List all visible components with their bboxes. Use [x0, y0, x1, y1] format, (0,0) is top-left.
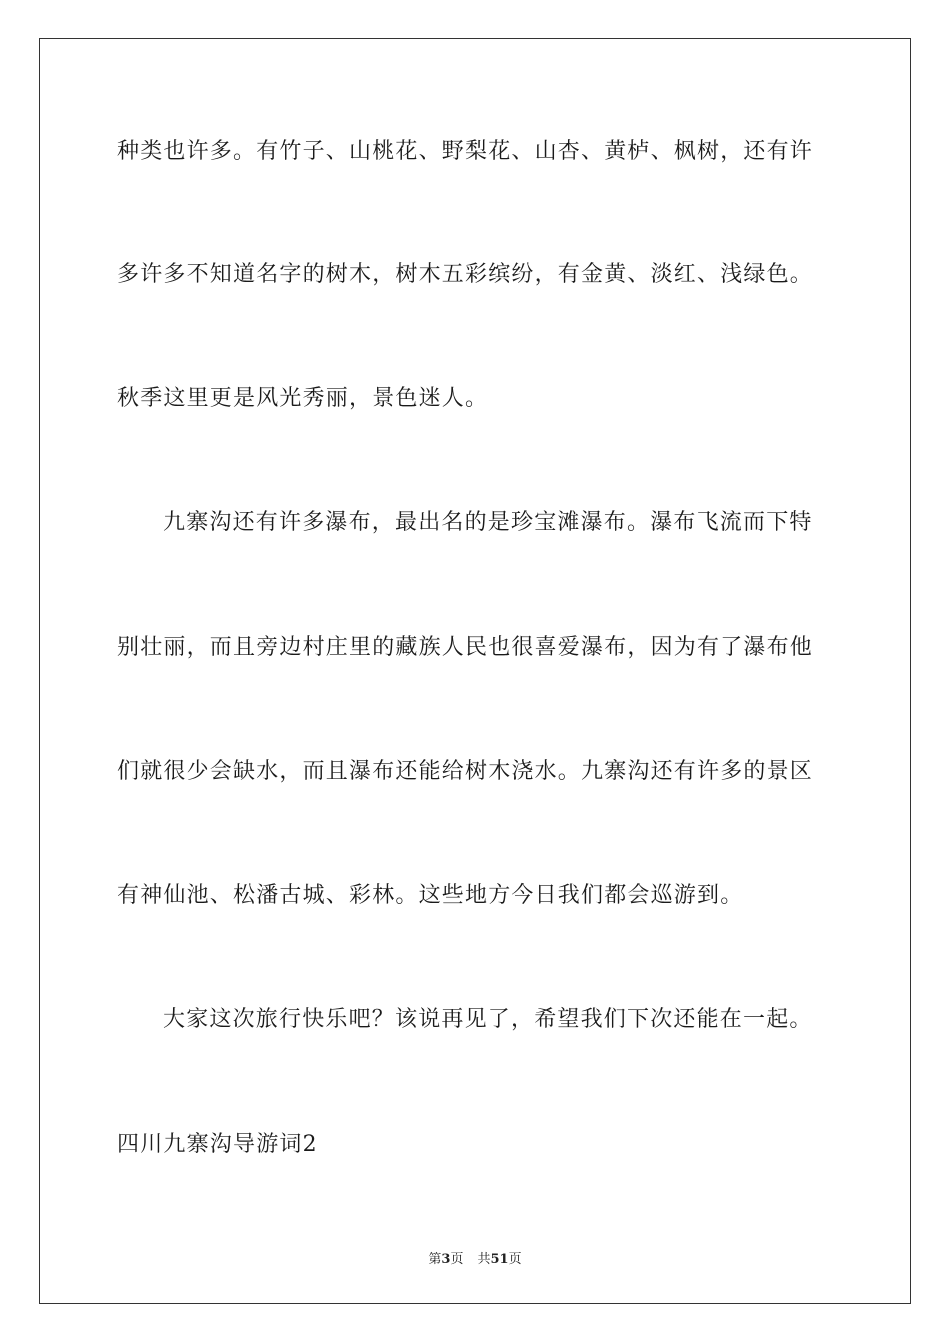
paragraph-line: 大家这次旅行快乐吧？该说再见了，希望我们下次还能在一起。 [163, 1007, 813, 1032]
paragraph-line: 九寨沟还有许多瀑布，最出名的是珍宝滩瀑布。瀑布飞流而下特 [163, 510, 813, 535]
total-suffix: 页 [508, 1252, 522, 1267]
page-suffix: 页 [450, 1252, 464, 1267]
paragraph-line: 秋季这里更是风光秀丽，景色迷人。 [117, 386, 489, 411]
paragraph-line: 有神仙池、松潘古城、彩林。这些地方今日我们都会巡游到。 [117, 883, 744, 908]
paragraph-line: 多许多不知道名字的树木，树木五彩缤纷，有金黄、淡红、浅绿色。 [117, 262, 814, 287]
page-footer [0, 1248, 950, 1267]
section-heading: 四川九寨沟导游词2 [117, 1132, 318, 1157]
page-prefix: 第 [428, 1252, 442, 1267]
paragraph-line: 种类也许多。有竹子、山桃花、野梨花、山杏、黄栌、枫树，还有许 [117, 139, 814, 164]
page-number: 3 [441, 1252, 451, 1267]
paragraph-line: 们就很少会缺水，而且瀑布还能给树木浇水。九寨沟还有许多的景区 [117, 759, 814, 784]
total-prefix: 共 [477, 1252, 491, 1267]
page-border [39, 38, 911, 1304]
paragraph-line: 别壮丽，而且旁边村庄里的藏族人民也很喜爱瀑布，因为有了瀑布他 [117, 635, 814, 660]
total-pages: 51 [490, 1252, 509, 1267]
